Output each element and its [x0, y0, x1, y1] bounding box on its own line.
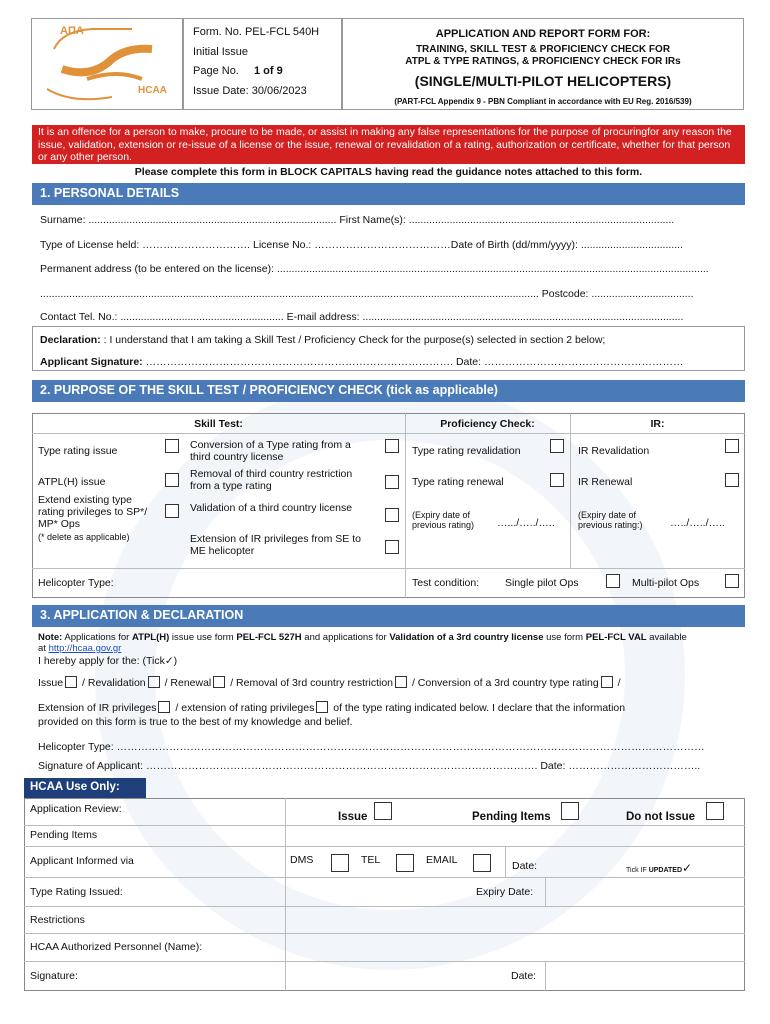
atpl-issue-label: ATPL(H) issue: [38, 476, 106, 488]
ir-renew-checkbox[interactable]: [725, 473, 739, 487]
address-field[interactable]: Permanent address (to be entered on the license): ....................................................................................................................................................: [40, 263, 709, 275]
removal-checkbox[interactable]: [385, 475, 399, 489]
helicopter-type-label: Helicopter Type:: [38, 577, 114, 589]
hcaa-link[interactable]: http://hcaa.gov.gr: [48, 643, 122, 654]
restrictions-label: Restrictions: [30, 914, 85, 926]
revalidation-checkbox[interactable]: [148, 676, 160, 688]
conversion-checkbox[interactable]: [385, 439, 399, 453]
section1-header: 1. PERSONAL DETAILS: [32, 183, 745, 205]
expiry-date-label: Expiry Date:: [476, 886, 534, 898]
dms-label: DMS: [290, 854, 314, 866]
reval-label: Type rating revalidation: [412, 445, 521, 457]
applicant-signature-line[interactable]: [40, 356, 740, 368]
app-review-label: Application Review:: [30, 803, 122, 815]
renew-label: Type rating renewal: [412, 476, 504, 488]
hcaa-signature-label: Signature:: [30, 970, 78, 982]
expiry-dots[interactable]: ….../…../…..: [497, 517, 555, 529]
informed-date-label: Date:: [512, 860, 538, 872]
s3-helicopter-type[interactable]: Helicopter Type: ……………………………………………………………………………………………………………………………………………………: [38, 741, 705, 753]
single-pilot-checkbox[interactable]: [606, 574, 620, 588]
renew-checkbox[interactable]: [550, 473, 564, 487]
title-line5: (PART-FCL Appendix 9 - PBN Compliant in accordance with EU Reg. 2016/539): [394, 97, 692, 106]
apply-options-row: Issue / Revalidation / Renewal / Removal of 3rd country restriction / Conversion of a 3rd country type rating /: [38, 677, 621, 689]
logo-top-text: ΑΠΑ: [60, 25, 84, 37]
address-line2-field[interactable]: ........................................................................................................................................................................... Postcode: ...................................: [40, 288, 694, 300]
extend-label: Extend existing type rating privileges to SP*/ MP* Ops: [38, 494, 148, 530]
ext-rating-checkbox[interactable]: [316, 701, 328, 713]
title-line4: (SINGLE/MULTI-PILOT HELICOPTERS): [414, 73, 672, 89]
type-issued-label: Type Rating Issued:: [30, 886, 123, 898]
multi-pilot-label: Multi-pilot Ops: [632, 577, 700, 589]
hcaa-pending-checkbox[interactable]: [561, 802, 579, 820]
hcaa-title-bar: HCAA Use Only:: [24, 778, 146, 798]
title-line2: TRAINING, SKILL TEST & PROFICIENCY CHECK FOR: [415, 44, 671, 55]
contact-field[interactable]: Contact Tel. No.: ........................................................ E-mail address: ..............................................................................................................: [40, 311, 684, 323]
tel-checkbox[interactable]: [396, 854, 414, 872]
title-line1: APPLICATION AND REPORT FORM FOR:: [435, 28, 651, 40]
signature-label: Applicant Signature:: [40, 356, 143, 368]
test-condition-label: Test condition:: [412, 577, 480, 589]
removal-restriction-checkbox[interactable]: [395, 676, 407, 688]
surname-field[interactable]: Surname: ..................................................................................... First Name(s): ...........................................................................................: [40, 214, 675, 226]
expiry-note: (Expiry date of previous rating): [412, 510, 475, 530]
s3-signature[interactable]: Signature of Applicant: …………………………………………………………………………………………………. Date: ………………………………..: [38, 760, 701, 772]
email-label: EMAIL: [426, 854, 458, 866]
delete-note: (* delete as applicable): [38, 532, 130, 542]
declaration-label: Declaration:: [40, 334, 101, 346]
renewal-checkbox[interactable]: [213, 676, 225, 688]
ir-expiry-dots[interactable]: …../…../…..: [670, 517, 725, 529]
dms-checkbox[interactable]: [331, 854, 349, 872]
personnel-label: HCAA Authorized Personnel (Name):: [30, 941, 203, 953]
tick-updated: Tick IF UPDATED✓: [626, 861, 693, 875]
conversion-type-checkbox[interactable]: [601, 676, 613, 688]
section2-header: 2. PURPOSE OF THE SKILL TEST / PROFICIENCY CHECK (tick as applicable): [32, 380, 745, 402]
license-field[interactable]: Type of License held: …………………………. License No.: …………………………………Date of Birth (dd/mm/yyyy): ...................................: [40, 239, 683, 251]
page-value: 1 of 9: [254, 65, 283, 77]
ext-ir-checkbox[interactable]: [385, 540, 399, 554]
pending-items-label: Pending Items: [30, 829, 98, 841]
declaration-text: : I understand that I am taking a Skill Test / Proficiency Check for the purpose(s) selected in section 2 below;: [100, 334, 606, 346]
skill-test-header: Skill Test:: [194, 418, 243, 430]
tel-label: TEL: [361, 854, 381, 866]
single-pilot-label: Single pilot Ops: [505, 577, 579, 589]
ir-renew-label: IR Renewal: [578, 476, 633, 488]
title-line3: ATPL & TYPE RATINGS, & PROFICIENCY CHECK FOR IRs: [405, 56, 681, 67]
hcaa-issue-checkbox[interactable]: [374, 802, 392, 820]
proficiency-header: Proficiency Check:: [440, 418, 535, 430]
conversion-label: Conversion of a Type rating from a third country license: [190, 439, 351, 463]
multi-pilot-checkbox[interactable]: [725, 574, 739, 588]
warning-text: It is an offence for a person to make, procure to be made, or assist in making any false representations for the purpose of procuringfor any reason the issue, validation, extension or re-issue of a license or the issue, renewal or revalidation of a rating, authorization or certificate, whether for that person or any other person.: [38, 126, 732, 163]
application-note: Note: Applications for ATPL(H) issue use form PEL-FCL 527H and applications for Validation of a 3rd country license use form PEL-FCL VAL available: [38, 632, 687, 643]
ext-ir-privileges-checkbox[interactable]: [158, 701, 170, 713]
warning-box: [32, 125, 745, 164]
initial-issue: Initial Issue: [193, 46, 249, 58]
type-rating-issue-label: Type rating issue: [38, 445, 118, 457]
validation-checkbox[interactable]: [385, 508, 399, 522]
form-number: Form. No. PEL-FCL 540H: [193, 26, 320, 38]
signature-dots: ……………………………………………………………………………. Date: …………………………………………………: [142, 356, 684, 368]
reval-checkbox[interactable]: [550, 439, 564, 453]
atpl-issue-checkbox[interactable]: [165, 473, 179, 487]
informed-label: Applicant Informed via: [30, 855, 134, 867]
apply-text: I hereby apply for the: (Tick✓): [38, 655, 178, 667]
ir-reval-checkbox[interactable]: [725, 439, 739, 453]
provided-text: provided on this form is true to the best of my knowledge and belief.: [38, 716, 353, 728]
hcaa-date-label: Date:: [511, 970, 537, 982]
note-link-line: at http://hcaa.gov.gr: [38, 643, 122, 654]
ir-reval-label: IR Revalidation: [578, 445, 650, 457]
hcaa-not-issue-checkbox[interactable]: [706, 802, 724, 820]
logo-bottom-text: HCAA: [138, 85, 167, 96]
instruction-text: Please complete this form in BLOCK CAPITALS having read the guidance notes attached to this form.: [134, 166, 643, 178]
type-rating-issue-checkbox[interactable]: [165, 439, 179, 453]
section3-header: 3. APPLICATION & DECLARATION: [32, 605, 745, 627]
hcaa-not-issue-label: Do not Issue: [626, 811, 696, 823]
extend-checkbox[interactable]: [165, 504, 179, 518]
hcaa-pending-label: Pending Items: [472, 811, 551, 823]
hcaa-issue-label: Issue: [338, 811, 368, 823]
page-label: Page No.: [193, 65, 239, 77]
removal-label: Removal of third country restriction from a type rating: [190, 468, 353, 492]
hcaa-table: [24, 798, 745, 991]
declaration-line: [40, 334, 605, 346]
ir-header: IR:: [650, 418, 665, 430]
header-logo-box: [31, 18, 183, 110]
email-checkbox[interactable]: [473, 854, 491, 872]
issue-checkbox[interactable]: [65, 676, 77, 688]
issue-date: Issue Date: 30/06/2023: [193, 85, 307, 97]
ir-expiry-note: (Expiry date of previous rating:): [578, 510, 643, 530]
extension-row: Extension of IR privileges / extension of rating privileges of the type rating indicated below. I declare that the information: [38, 702, 626, 714]
validation-label: Validation of a third country license: [190, 502, 353, 514]
ext-ir-label: Extension of IR privileges from SE to ME helicopter: [190, 533, 361, 557]
